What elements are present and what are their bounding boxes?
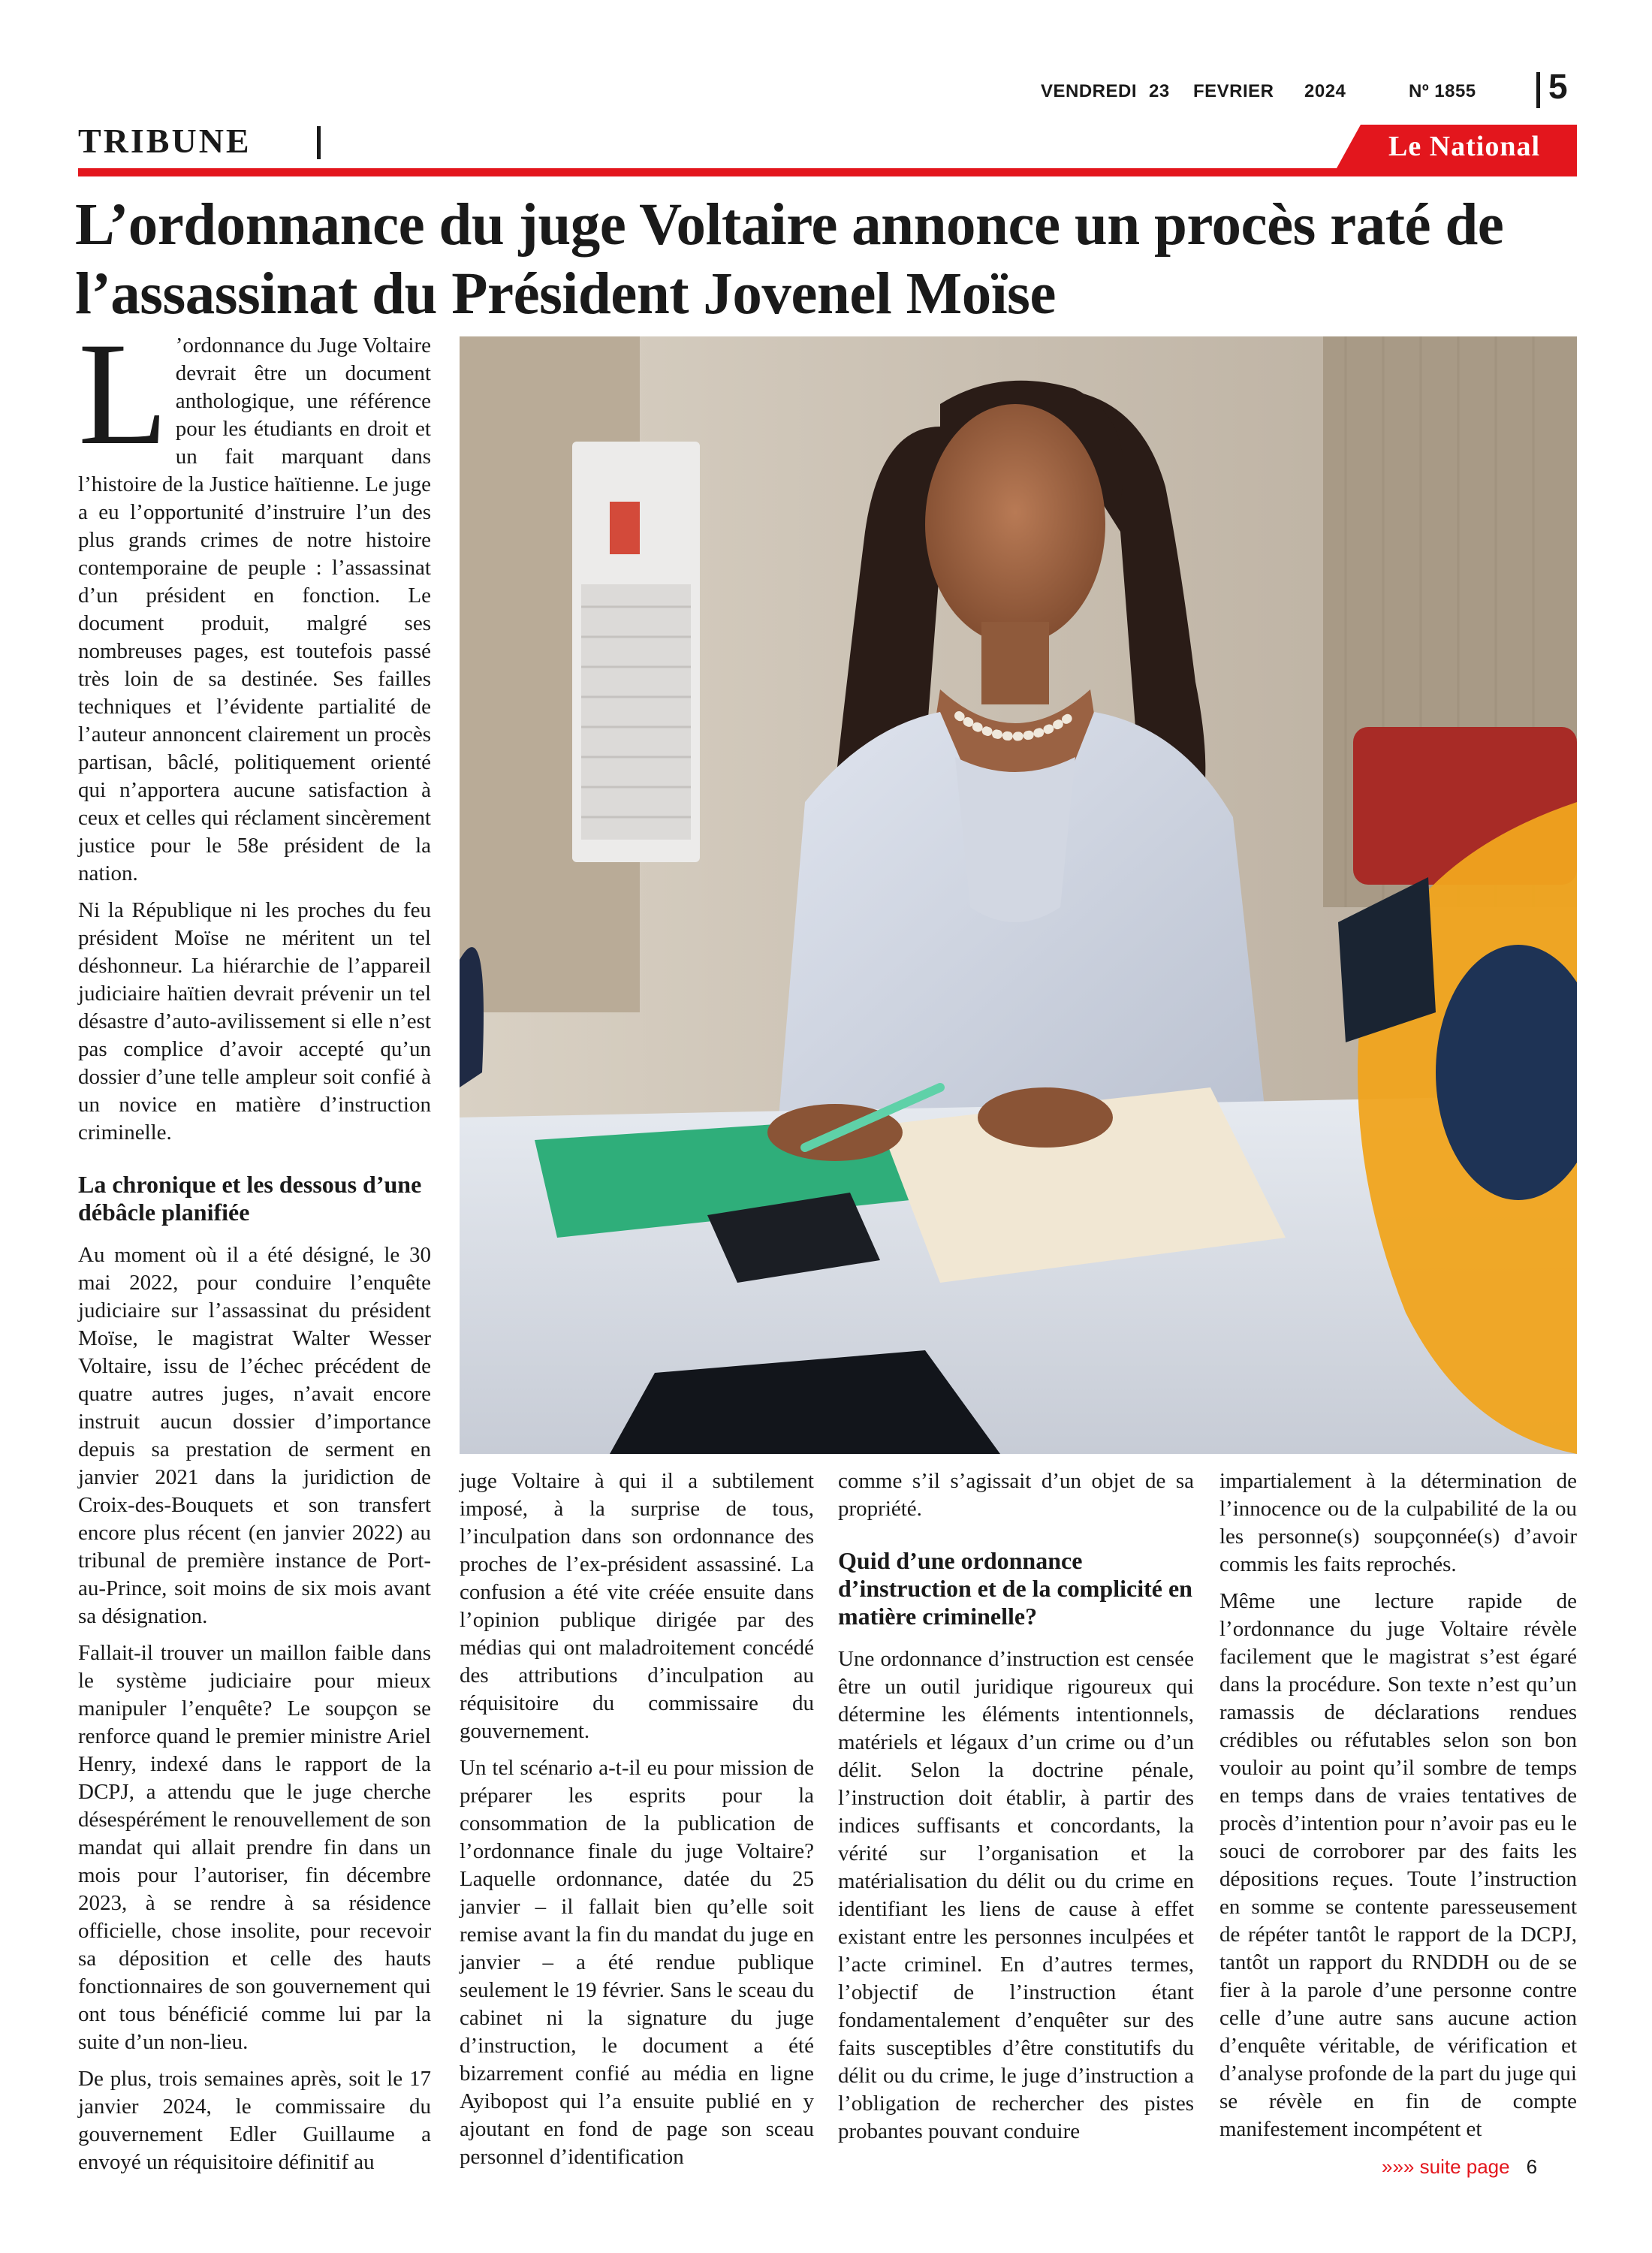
page-number-divider (1536, 72, 1540, 108)
date-year: 2024 (1304, 81, 1346, 101)
paragraph: De plus, trois semaines après, soit le 17 janvier 2024, le commissaire du gouvernement Edler Guillaume a envoyé un réquisitoire définitif au (78, 2067, 431, 2174)
headline-line-1: L’ordonnance du juge Voltaire annonce un procès raté de (75, 192, 1504, 258)
subheading: La chronique et les dessous d’une débâcle planifiée (78, 1171, 422, 1226)
headline-line-2: l’assassinat du Président Jovenel Moïse (75, 261, 1056, 327)
section-label: TRIBUNE (78, 122, 252, 160)
header-rule (78, 168, 1577, 176)
paragraph: ’ordonnance du Juge Voltaire devrait être un document anthologique, une référence pour les étudiants en droit et un fait marquant dans l’histoire de la Justice haïtienne. Le juge a eu l’opportunité d’instruire l’un des plus grands crimes de notre histoire contemporaine de peuple : l’assassinat d’un président en fonction. Le document produit, malgré ses nombreuses pages, est toutefois passé très loin de sa destinée. Ses failles techniques et l’évidente partialité de l’auteur annoncent clairement un procès partisan, bâclé, politiquement orienté qui n’apportera aucune satisfaction à ceux et celles qui réclament sincèrement justice pour le 58e président de la nation. (78, 333, 431, 885)
article-column-3 (838, 1467, 1194, 2155)
date-day: VENDREDI (1041, 81, 1138, 101)
issue-number: Nº 1855 (1409, 81, 1476, 101)
paragraph: Ni la République ni les proches du feu président Moïse ne méritent un tel déshonneur. La hiérarchie de l’appareil judiciaire haïtien devrait prévenir un tel désastre d’auto-avilissement si elle n’est pas complice d’avoir accepté qu’un dossier d’une telle ampleur soit confié à un novice en matière d’instruction criminelle. (78, 898, 431, 1145)
continued-label: »»» suite page (1382, 2155, 1510, 2178)
article-photo (460, 336, 1577, 1454)
date-month: FEVRIER (1193, 81, 1274, 101)
paragraph: juge Voltaire à qui il a subtilement imposé, à la surprise de tous, l’inculpation dans son ordonnance des proches de l’ex-président assassiné. La confusion a été vite créée ensuite dans l’opinion publique dirigée par des médias qui ont maladroitement concédé des attributions d’inculpation au réquisitoire du commissaire du gouvernement. (460, 1469, 814, 1743)
continued-page-number: 6 (1526, 2155, 1538, 2178)
headline (75, 191, 1584, 329)
subheading: Quid d’une ordonnance d’instruction et de la complicité en matière criminelle? (838, 1547, 1192, 1630)
article-column-1 (78, 312, 431, 2185)
article-column-2 (460, 1467, 814, 2180)
date-number: 23 (1149, 81, 1170, 101)
paragraph: impartialement à la détermination de l’innocence ou de la culpabilité de la ou les personne(s) soupçonnée(s) d’avoir commis les faits reprochés. (1219, 1469, 1577, 1576)
paragraph: Au moment où il a été désigné, le 30 mai 2022, pour conduire l’enquête judiciaire sur l’assassinat du président Moïse, le magistrat Walter Wesser Voltaire, issu de l’échec précédent de quatre autres juges, n’avait encore instruit aucun dossier d’importance depuis sa prestation de serment en janvier 2021 dans la juridiction de Croix-des-Bouquets et son transfert encore plus récent (en janvier 2022) au tribunal de première instance de Port-au-Prince, soit moins de six mois avant sa désignation. (78, 1243, 431, 1628)
paragraph: Un tel scénario a-t-il eu pour mission de préparer les esprits pour la consommation de la publication de l’ordonnance finale du juge Voltaire? Laquelle ordonnance, datée du 25 janvier – il fallait bien qu’elle soit remise avant la fin du mandat du juge en janvier – a été rendue publique seulement le 19 février. Sans le sceau du cabinet ni la signature du juge d’instruction, le document a été bizarrement confié au média en ligne Ayibopost qui l’a ensuite publié en y ajoutant en fond de page son sceau personnel d’identification (460, 1756, 814, 2169)
drop-cap: L (78, 312, 168, 475)
photo-illustration (460, 336, 1577, 1454)
paragraph: comme s’il s’agissait d’un objet de sa propriété. (838, 1469, 1194, 1521)
article-column-4 (1219, 1467, 1577, 2152)
section-divider (317, 126, 321, 159)
paragraph: Une ordonnance d’instruction est censée être un outil juridique rigoureux qui détermine les éléments intentionnels, matériels et légaux d’un crime ou d’un délit. Selon la doctrine pénale, l’instruction doit établir, à partir des indices suffisants et concordants, la vérité sur l’organisation et la matérialisation du délit ou du crime en identifiant les liens de cause à effet existant entre les personnes inculpées et l’acte criminel. En d’autres termes, l’objectif de l’instruction étant fondamentalement d’enquêter sur des faits susceptibles d’être constitutifs du délit ou du crime, le juge d’instruction a l’obligation de rechercher des pistes probantes pouvant conduire (838, 1647, 1194, 2143)
continued-on-page (1382, 2155, 1537, 2179)
page-number: 5 (1548, 67, 1568, 106)
brand-name: Le National (1388, 131, 1541, 162)
paragraph: Même une lecture rapide de l’ordonnance du juge Voltaire révèle facilement que le magistrat s’est égaré dans la procédure. Son texte n’est qu’un ramassis de déclarations rendues crédibles ou réfutables selon son bon vouloir au point qu’il sombre de temps en temps dans de vraies tentatives de procès d’intention pour n’avoir pas eu le souci de corroborer par des faits les dépositions reçues. Toute l’instruction en somme se contente paresseusement de répéter tantôt le rapport de la DCPJ, tantôt un rapport du RNDDH ou de se fier à la parole d’une personne contre celle d’une autre sans aucune action d’enquête véritable, de vérification et d’analyse profonde de la part du juge qui se révèle en fin de compte manifestement incompétent et (1219, 1589, 1577, 2141)
paragraph: Fallait-il trouver un maillon faible dans le système judiciaire pour mieux manipuler l’enquête? Le soupçon se renforce quand le premier ministre Ariel Henry, indexé dans le rapport de la DCPJ, a attendu que le juge cherche désespérément le renouvellement de son mandat qui allait prendre fin dans un mois pour l’autoriser, fin décembre 2023, à se rendre à sa résidence officielle, chose insolite, pour recevoir sa déposition et celle des hauts fonctionnaires de son gouvernement qui ont tous bénéficié comme lui par la suite d’un non-lieu. (78, 1641, 431, 2054)
